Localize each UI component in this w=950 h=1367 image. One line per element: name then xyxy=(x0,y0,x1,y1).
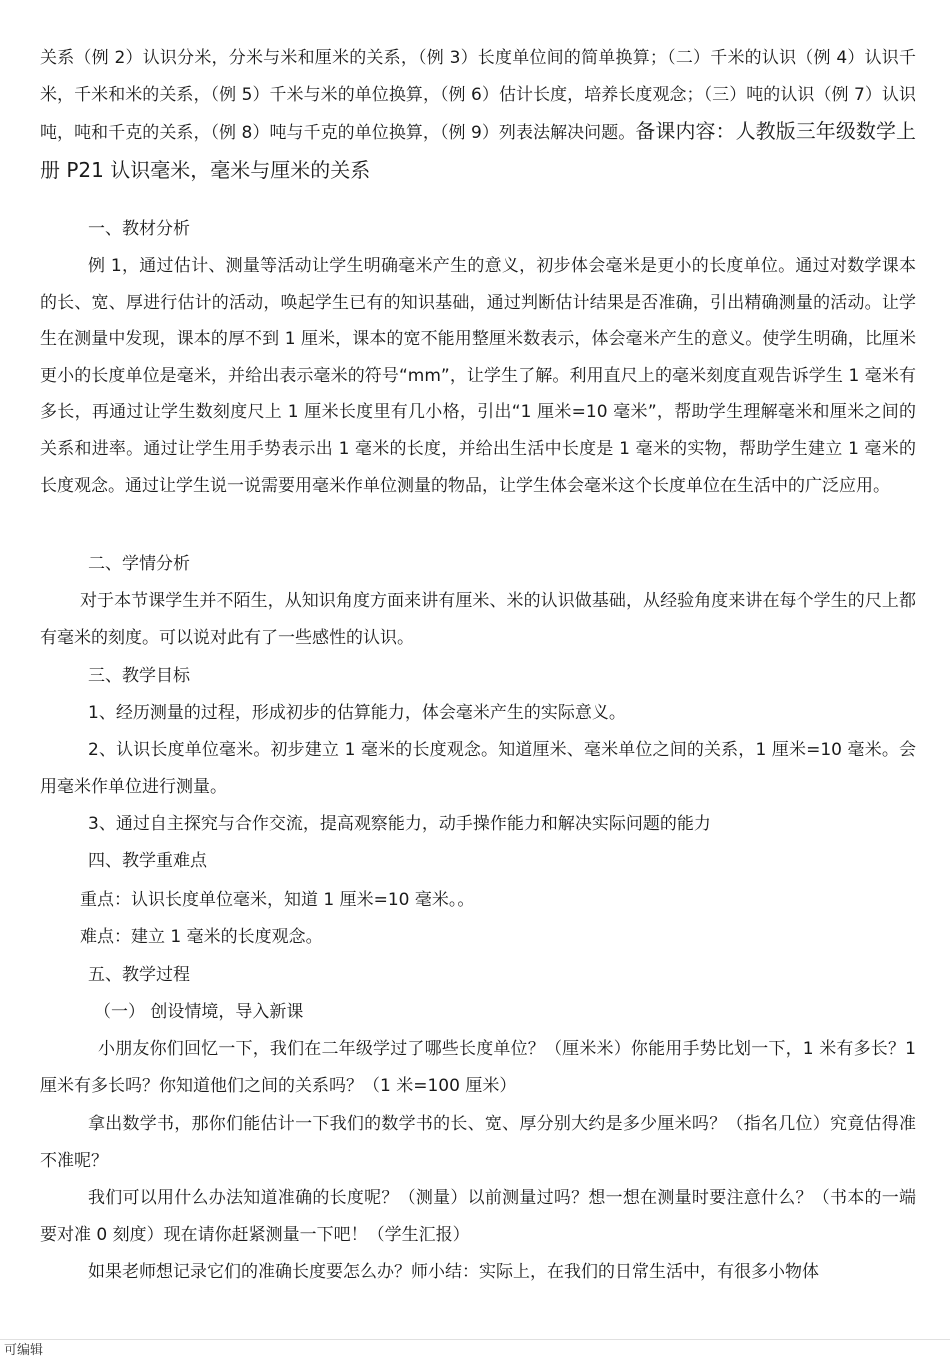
teaching-goal-1: 1、经历测量的过程，形成初步的估算能力，体会毫米产生的实际意义。 xyxy=(88,703,626,723)
section-title-student-analysis: 二、学情分析 xyxy=(88,554,190,574)
key-point: 重点：认识长度单位毫米，知道 1 厘米=10 毫米。。 xyxy=(80,890,475,910)
section-title-textbook-analysis: 一、教材分析 xyxy=(88,219,190,239)
footer-editable-label: 可编辑 xyxy=(4,1343,44,1358)
teaching-goal-3: 3、通过自主探究与合作交流，提高观察能力，动手操作能力和解决实际问题的能力 xyxy=(88,814,711,834)
difficult-point: 难点：建立 1 毫米的长度观念。 xyxy=(80,927,323,947)
step-1-title: （一） 创设情境，导入新课 xyxy=(94,1002,304,1022)
prep-content-heading: 备课内容：人教版三年级数学上册 P21 认识毫米，毫米与厘米的关系 xyxy=(40,119,916,182)
intro-overview xyxy=(40,40,916,190)
student-analysis-body: 对于本节课学生并不陌生，从知识角度方面来讲有厘米、米的认识做基础，从经验角度来讲在每个学生的尺上都有毫米的刻度。可以说对此有了一些感性的认识。 xyxy=(40,591,916,648)
process-paragraph-1: 小朋友你们回忆一下，我们在二年级学过了哪些长度单位？（厘米米）你能用手势比划一下，1 米有多长？1 厘米有多长吗？你知道他们之间的关系吗？（1 米=100 厘米） xyxy=(40,1039,916,1096)
teaching-goal-2: 2、认识长度单位毫米。初步建立 1 毫米的长度观念。知道厘米、毫米单位之间的关系，1 厘米=10 毫米。会用毫米作单位进行测量。 xyxy=(40,740,916,797)
section-title-teaching-process: 五、教学过程 xyxy=(88,965,190,985)
section-title-teaching-goals: 三、教学目标 xyxy=(88,666,190,686)
textbook-analysis-body: 例 1，通过估计、测量等活动让学生明确毫米产生的意义，初步体会毫米是更小的长度单位。通过对数学课本的长、宽、厚进行估计的活动，唤起学生已有的知识基础，通过判断估计结果是否准确，引出精确测量的活动。让学生在测量中发现，课本的厚不到 1 厘米，课本的宽不能用整厘米数表示，体会毫米产生的意义。使学生明确，比厘米更小的长度单位是毫米，并给出表示毫米的符号“mm”，让学生了解。利用直尺上的毫米刻度直观告诉学生 1 毫米有多长，再通过让学生数刻度尺上 1 厘米长度里有几小格，引出“1 厘米=10 毫米”，帮助学生理解毫米和厘米之间的关系和进率。通过让学生用手势表示出 1 毫米的长度，并给出生活中长度是 1 毫米的实物，帮助学生建立 1 毫米的长度观念。通过让学生说一说需要用毫米作单位测量的物品，让学生体会毫米这个长度单位在生活中的广泛应用。 xyxy=(40,256,916,496)
process-paragraph-4: 如果老师想记录它们的准确长度要怎么办？师小结：实际上，在我们的日常生活中，有很多小物体 xyxy=(88,1262,819,1282)
section-title-key-difficult-points: 四、教学重难点 xyxy=(88,851,207,871)
overview-text: 关系（例 2）认识分米，分米与米和厘米的关系，（例 3）长度单位间的简单换算；（二）千米的认识（例 4）认识千米，千米和米的关系，（例 5）千米与米的单位换算，（例 6）估计长度，培养长度观念；（三）吨的认识（例 7）认识吨，吨和千克的关系，（例 8）吨与千克的单位换算，（例 9）列表法解决问题。 xyxy=(40,48,916,144)
footer-divider xyxy=(0,1339,950,1340)
process-paragraph-3: 我们可以用什么办法知道准确的长度呢？（测量）以前测量过吗？想一想在测量时要注意什么？（书本的一端要对准 0 刻度）现在请你赶紧测量一下吧！（学生汇报） xyxy=(40,1188,916,1245)
process-paragraph-2: 拿出数学书，那你们能估计一下我们的数学书的长、宽、厚分别大约是多少厘米吗？（指名几位）究竟估得准不准呢？ xyxy=(40,1114,916,1171)
